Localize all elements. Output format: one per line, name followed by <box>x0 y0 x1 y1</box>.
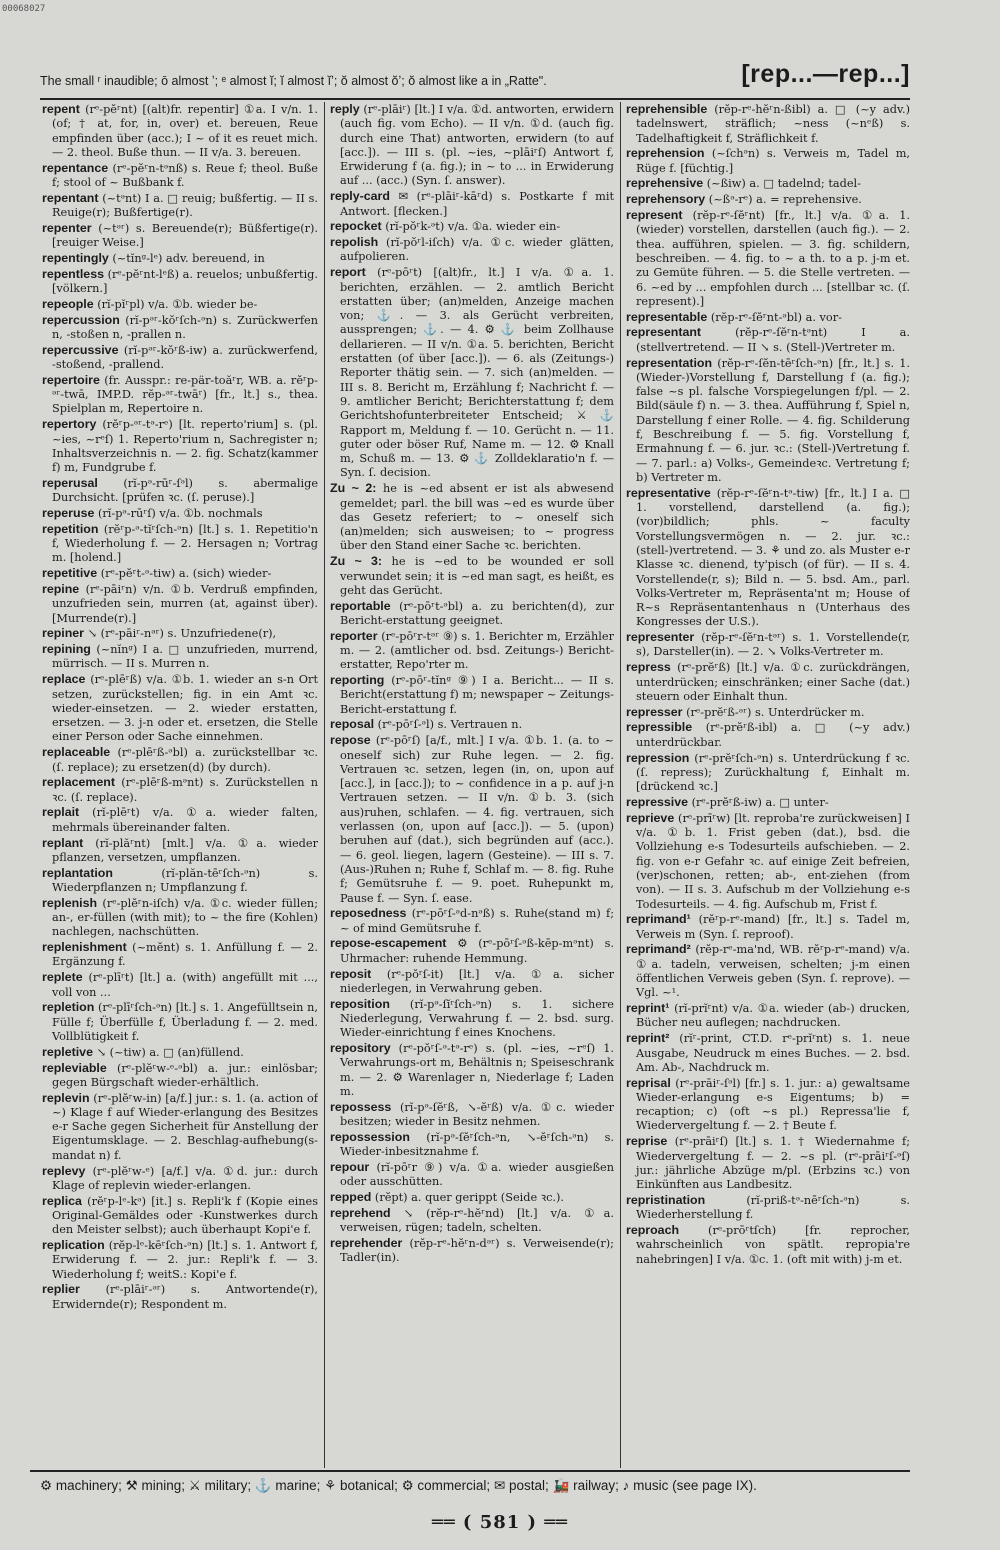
entry-definition: (rᵉ-plĕʳw-in) [a/f.] jur.: s. 1. (a. action of ~) Klage f auf Wieder-erlangung des Besitzes e-r Sache gegen Sicherheit für Anstellung der Eigentumsklage. — 2. Beschlag-aufhebung(s-mandat n) f. <box>52 1091 318 1162</box>
entry-headword: report <box>330 265 366 280</box>
dictionary-entry <box>42 221 318 251</box>
entry-headword: reprint¹ <box>626 1001 670 1016</box>
dictionary-entry <box>42 343 318 373</box>
entry-headword: repletive <box>42 1044 93 1059</box>
dictionary-entry <box>42 745 318 775</box>
entry-headword: replica <box>42 1193 82 1208</box>
dictionary-entry <box>626 102 910 146</box>
dictionary-entry <box>42 313 318 343</box>
dictionary-entry <box>330 1190 614 1205</box>
dictionary-entry <box>330 1100 614 1130</box>
column-divider <box>620 102 621 1468</box>
entry-headword: reporter <box>330 628 378 643</box>
entry-definition: (~mĕnt) s. 1. Anfüllung f. — 2. Ergänzung f. <box>52 941 318 969</box>
dictionary-entry <box>42 805 318 835</box>
entry-definition: (rᵉ-prīʳw) [lt. reproba're zurückweisen] I v/a. ①b. 1. Frist geben (dat.), bsd. die Vollziehung e-s Todesurteils aufschieben. — 2. fig. von e-r Gefahr ꝛc. auf einige Zeit befreien, (ver)schonen, retten; ab-, ent-ziehen (from von). — II s. 3. Aufschub m der Vollziehung e-s Todesurteils. — 4. fig. Aufschub m, Frist f. <box>636 811 910 911</box>
dictionary-entry <box>626 912 910 942</box>
entry-headword: reposedness <box>330 906 407 921</box>
dictionary-entry <box>42 267 318 297</box>
dictionary-entry <box>330 235 614 265</box>
dictionary-entry <box>626 310 910 325</box>
dictionary-entry <box>330 599 614 629</box>
entry-definition: (rᵉ-plēʳß) v/a. ①b. 1. wieder an s-n Ort setzen, zurückstellen; fig. in ein Amt ꝛc. wieder-einsetzen. — 2. wieder erstatten, ersetzen. — 3. j-n oder et. ersetzen, die Stelle einer Person oder Sache einnehmen. <box>52 673 318 744</box>
entry-headword: repped <box>330 1189 372 1204</box>
entry-definition: (rᵉ-plēʳß-mᵊnt) s. Zurückstellen n ꝛc. (ſ. replace). <box>52 776 318 804</box>
dictionary-entry <box>42 161 318 191</box>
entry-definition: (rĕp-rᵉ-ſĕʳn-tᵊʳ) s. 1. Vorstellende(r, s), Darsteller(in). — 2. ↘ Volks-Vertreter m. <box>636 631 910 659</box>
dictionary-entry <box>330 717 614 732</box>
dictionary-entry <box>626 356 910 486</box>
dictionary-entry <box>330 481 614 553</box>
entry-definition: (rᵉ-pĕʳt-ᵊ-tiw) a. (sich) wieder- <box>100 567 272 581</box>
dictionary-entry <box>42 775 318 805</box>
entry-headword: replait <box>42 805 80 820</box>
column-1 <box>42 102 318 1468</box>
dictionary-entry <box>42 1282 318 1312</box>
entry-definition: (rĭ-pĭʳpl) v/a. ①b. wieder be- <box>97 297 258 311</box>
dictionary-entry <box>626 486 910 630</box>
entry-headword: repocket <box>330 219 382 234</box>
entry-definition: he is ~ed absent er ist als abwesend gemeldet; parl. the bill was ~ed es wurde über das Gesetz referiert; to ~ oneself sich (an)melden; sich ausweisen; to ~ progress über den Stand einer Sache ꝛc. berichten. <box>340 482 614 553</box>
entry-headword: repining <box>42 642 91 657</box>
entry-headword: represser <box>626 704 683 719</box>
entry-definition: (rĭ-plăn-tēʳſch-ᵊn) s. Wiederpflanzen n; Umpflanzung f. <box>52 866 318 894</box>
dictionary-entry <box>42 836 318 866</box>
entry-headword: reperusal <box>42 475 98 490</box>
entry-headword: repour <box>330 1159 370 1174</box>
entry-headword: repose-escapement <box>330 936 447 951</box>
entry-definition: (rĭʳ-print, CT.D. rᵉ-prĭʳnt) s. 1. neue Ausgabe, Neudruck m eines Buches. — 2. bsd. Am. Ab-, Nachdruck m. <box>636 1032 910 1074</box>
entry-headword: replevin <box>42 1090 90 1105</box>
dictionary-entry <box>42 1164 318 1194</box>
entry-definition: (rᵉ-pĕʳn-tᵊnß) s. Reue f; theol. Buße f; stool of ~ Bußbank f. <box>52 161 318 189</box>
column-3 <box>626 102 910 1468</box>
entry-definition: (rĕʳp-lᵉ-kᵊ) [it.] s. Repli'k f (Kopie eines Original-Gemäldes oder -Kunstwerkes durch den Meister selbst); auch überhaupt Kopi'e f. <box>52 1194 318 1237</box>
dictionary-entry <box>626 720 910 750</box>
entry-headword: representative <box>626 485 711 500</box>
dictionary-entry <box>626 1031 910 1075</box>
entry-definition: (rᵉ-pōʳt-ᵊbl) a. zu berichten(d), zur Bericht-erstattung geeignet. <box>340 599 614 627</box>
entry-definition: (rĕp-lᵉ-kēʳſch-ᵊn) [lt.] s. 1. Antwort f, Erwiderung f. — 2. jur.: Repli'k f. — 3. Wiederholung f; weitS.: Kopi'e f. <box>52 1239 318 1281</box>
entry-headword: repressible <box>626 720 693 735</box>
dictionary-entry <box>330 1206 614 1236</box>
dictionary-entry <box>626 942 910 1000</box>
entry-definition: (rĭ-pᵊ-ſĭʳſch-ᵊn) s. 1. sichere Niederlegung, Verwahrung f. — 2. bsd. surg. Wieder-einrichtung f eines Knochens. <box>340 997 614 1040</box>
dictionary-entry <box>330 189 614 219</box>
entry-headword: reprehensory <box>626 192 706 207</box>
entry-headword: reperuse <box>42 506 95 521</box>
dictionary-entry <box>626 811 910 912</box>
entry-headword: representable <box>626 309 708 324</box>
entry-headword: repression <box>626 750 690 765</box>
entry-definition: (rᵉ-plēʳß-ᵊbl) a. zurückstellbar ꝛc. (ſ. replace); zu ersetzen(d) (by durch). <box>52 746 318 774</box>
entry-headword: Zu ~ 3: <box>330 554 383 569</box>
entry-headword: reprieve <box>626 810 675 825</box>
dictionary-entry <box>330 1130 614 1160</box>
entry-headword: repentance <box>42 160 109 175</box>
entry-headword: reprimand¹ <box>626 912 691 927</box>
entry-headword: repose <box>330 733 371 748</box>
dictionary-entry <box>42 1000 318 1044</box>
entry-definition: (rĭ-pᵊ-rūʳ-ſᵊl) s. abermalige Durchsicht. [prüfen ꝛc. (ſ. peruse).] <box>52 476 318 505</box>
entry-definition: (rĭ-priß-tᵊ-nēʳſch-ᵊn) s. Wiederherstellung f. <box>636 1193 910 1222</box>
entry-headword: repercussion <box>42 312 120 327</box>
entry-definition: (rĭ-pᵊ-ſĕʳſch-ᵊn, ↘-ĕʳſch-ᵊn) s. Wieder-inbesitznahme f. <box>340 1130 614 1159</box>
entry-headword: reprehender <box>330 1235 403 1250</box>
entry-headword: reportable <box>330 598 391 613</box>
symbol-legend: ⚙ machinery; ⚒ mining; ⚔ military; ⚓ marine; ⚘ botanical; ⚙ commercial; ✉ postal; 🚂 railway; ♪ music (see page IX). <box>40 1478 757 1493</box>
entry-definition: (rĕʳp-rᵉ-mand) [fr., lt.] s. Tadel m, Verweis m (Syn. ſ. reproof). <box>636 913 910 941</box>
entry-definition: (rĭ-plēʳt) v/a. ①a. wieder falten, mehrmals übereinander falten. <box>52 806 318 834</box>
column-divider <box>324 102 325 1468</box>
dictionary-entry <box>626 630 910 660</box>
dictionary-entry <box>42 1061 318 1091</box>
entry-definition: he is ~ed to be wounded er soll verwundet sein; it is ~ed man sagt, es heißt, es geht das Gerücht. <box>340 555 614 597</box>
entry-headword: reposal <box>330 717 375 732</box>
entry-headword: reprint² <box>626 1031 670 1046</box>
entry-headword: reporting <box>330 673 385 688</box>
dictionary-entry <box>626 660 910 704</box>
entry-definition: (rĕp-rᵉ-ſĕʳn-tᵊnt) I a. (stellvertretend. — II ↘ s. (Stell-)Vertreter m. <box>636 326 910 354</box>
dictionary-entry <box>626 325 910 355</box>
entry-definition: (rᵉ-pŏʳſ-it) [lt.] v/a. ①a. sicher niederlegen, in Verwahrung geben. <box>340 967 614 995</box>
entry-headword: repristination <box>626 1192 706 1207</box>
entry-headword: repletion <box>42 1000 95 1015</box>
entry-definition: (rᵉ-plĕʳw-ᵉ) [a/f.] v/a. ①d. jur.: durch Klage of replevin wieder-erlangen. <box>52 1164 318 1192</box>
dictionary-entry <box>42 940 318 970</box>
entry-definition: (rᵉ-pōʳſ-ᵊl) s. Vertrauen n. <box>377 718 523 732</box>
entry-definition: (rᵉ-pōʳſ-ᵊd-nᵊß) s. Ruhe(stand m) f; ~ of mind Gemütsruhe f. <box>340 907 614 935</box>
entry-definition: (rᵉ-pĕʳnt-lᵉß) a. reuelos; unbußfertig. [völkern.] <box>52 267 318 296</box>
entry-definition: (rĭ-pŏʳl-iſch) v/a. ①c. wieder glätten, aufpolieren. <box>340 236 614 264</box>
entry-headword: repentless <box>42 266 104 281</box>
entry-headword: reprehensive <box>626 176 704 191</box>
dictionary-entry <box>626 1076 910 1134</box>
entry-definition: ↘ (rĕp-rᵉ-hĕʳnd) [lt.] v/a. ①a. verweisen, rügen; tadeln, schelten. <box>340 1206 614 1235</box>
entry-definition: (~tᵊnt) I a. □ reuig; bußfertig. — II s. Reuige(r); Bußfertige(r). <box>52 191 318 220</box>
entry-definition: (rĭ-pᵊʳ-kŏʳſch-ᵊn) s. Zurückwerfen n, -stoßen n, -prallen n. <box>52 313 318 341</box>
entry-headword: replenish <box>42 895 98 910</box>
pronunciation-key: The small ʳ inaudible; ō almost ʼ; ᵉ almost ĭ; ĭ almost ĭʼ; ŏ almost ŏʼ; ŏ almost like a in „Ratte". <box>40 74 547 88</box>
entry-headword: reprehensible <box>626 102 708 116</box>
dictionary-entry <box>330 733 614 906</box>
entry-definition: (~ßiw) a. □ tadelnd; tadel- <box>706 177 861 191</box>
entry-headword: reproach <box>626 1223 680 1238</box>
entry-definition: (rᵉ-prĕʳß-ᵊʳ) s. Unterdrücker m. <box>686 705 865 719</box>
dictionary-entry <box>626 192 910 207</box>
dictionary-entry <box>330 936 614 966</box>
entry-definition: (rᵉ-prĕʳß) [lt.] v/a. ①c. zurückdrängen, unterdrücken; einschränken; einer Sache (dat.) steuern oder Einhalt thun. <box>636 661 910 703</box>
dictionary-entry <box>42 1194 318 1238</box>
entry-headword: repress <box>626 660 671 675</box>
dictionary-entry <box>626 1134 910 1192</box>
entry-headword: replaceable <box>42 745 111 760</box>
dictionary-entry <box>42 297 318 312</box>
entry-headword: reposit <box>330 966 372 981</box>
entry-definition: (rĕp-rᵉ-hĕʳn-ßibl) a. □ (~y adv.) tadelnswert, sträflich; ~ness (~nᵉß) s. Tadelhaftigkeit f, Sträflichkeit f. <box>636 103 910 145</box>
entry-definition: (rᵉ-plāiʳ-ᵊʳ) s. Antwortende(r), Erwidernde(r); Respondent m. <box>52 1283 318 1311</box>
entry-headword: reply <box>330 102 360 116</box>
entry-definition: (rᵉ-plĕʳn-iſch) v/a. ①c. wieder füllen; an-, er-füllen (with mit); to ~ the fire (Kohlen) nachlegen, nachschütten. <box>52 896 318 939</box>
entry-headword: representation <box>626 355 713 370</box>
entry-headword: replant <box>42 835 84 850</box>
entry-headword: repertory <box>42 417 97 432</box>
dictionary-entry <box>626 751 910 795</box>
dictionary-entry <box>42 642 318 672</box>
entry-definition: (rĕp-rᵉ-ſĕʳnt) [fr., lt.] v/a. ①a. 1. (wieder) vorstellen, darstellen (auch fig.). — 2. thea. aufführen, spielen. — 3. fig. schildern, beschreiben. — 4. fig. to ~ a th. to a p. j-m et. zu Gemüte führen. — 5. die Stelle vertreten. — 6. ~ed by ... empfohlen durch ... [stellbar ꝛc. (ſ. represent).] <box>636 209 910 308</box>
entry-headword: repeople <box>42 296 94 311</box>
entry-definition: (rĕp-rᵉ-ma'nd, WB. rĕʳp-rᵉ-mand) v/a. ①a. tadeln, verweisen, schelten; j-m einen öffentlichen Verweis geben (Syn. ſ. reprove). — Vgl. ~¹. <box>636 943 910 1000</box>
dictionary-entry <box>42 672 318 744</box>
page-number: ══ ( 581 ) ══ <box>431 1512 569 1533</box>
dictionary-entry <box>330 906 614 936</box>
guide-words: [rep...—rep...] <box>741 60 910 88</box>
entry-headword: replace <box>42 672 86 687</box>
entry-headword: replacement <box>42 775 116 790</box>
entry-definition: (rĭ-pᵊ-rūʳſ) v/a. ①b. nochmals <box>97 507 263 521</box>
entry-definition: (rᵉ-plāiʳ) [lt.] I v/a. ①d. antworten, erwidern (auch fig. vom Echo). — II v/n. ①d. (auch fig. durch eine That) antworten, erwidern (to auf [acc.]). — III s. (pl. ~ies, ~plāiʳſ) Antwort f, Erwiderung f (a. fig.); in ~ to ... in Erwiderung auf ... (acc.) (Syn. ſ. answer). <box>340 103 614 188</box>
entry-headword: reply-card <box>330 189 390 204</box>
entry-definition: (rĭ-pᵊ-ſĕʳß, ↘-ĕʳß) v/a. ①c. wieder besitzen; wieder in Besitz nehmen. <box>340 1100 614 1128</box>
entry-headword: reprise <box>626 1134 668 1149</box>
entry-headword: replenishment <box>42 940 127 955</box>
dictionary-entry <box>42 506 318 521</box>
scan-id: 00068027 <box>2 4 46 14</box>
column-2 <box>330 102 614 1468</box>
entry-headword: repertoire <box>42 372 100 387</box>
entry-definition: (rĕp-rᵉ-ſĕn-tēʳſch-ᵊn) [fr., lt.] s. 1. (Wieder-)Vorstellung f, Darstellung f (a. fig.); false ~s pl. falsche Vorspiegelungen f/pl. — 2. Bild(säule f) n. — 3. thea. Aufführung f, Spiel n, Darstellung f einer Rolle. — 4. fig. Schilderung f, Beschreibung f. — 5. fig. Vorstellung f, Ermahnung f. — 6. jur. ꝛc.: (Stell-)Vertretung f. — 7. parl.: a) Volks-, Gemeindeꝛc. Vertretung f; b) Vertreter m. <box>636 356 910 484</box>
dictionary-entry <box>626 1001 910 1031</box>
entry-definition: (rᵉ-prāiʳſ) [lt.] s. 1. † Wiedernahme f; Wiedervergeltung f. — 2. ~s pl. (rᵉ-prāiʳſ-ᵊſ) jur.: jährliche Abzüge m/pl. (Erbzins ꝛc.) von Einkünften aus Landbesitz. <box>636 1135 910 1192</box>
dictionary-entry <box>42 626 318 641</box>
dictionary-entry <box>330 219 614 234</box>
entry-definition: (rĭ-prĭʳnt) v/a. ①a. wieder (ab-) drucken, Bücher neu auflegen; nachdrucken. <box>636 1002 910 1030</box>
dictionary-entry <box>42 566 318 581</box>
entry-definition: (rᵉ-pōʳ-tĭnᵍ ⑨) I a. Bericht... — II s. Bericht(erstattung f) m; newspaper ~ Zeitungs-Bericht-erstattung f. <box>340 674 614 716</box>
dictionary-entry <box>42 373 318 417</box>
entry-definition: (rĭ-pᵊʳ-kŏʳß-iw) a. zurückwerfend, -stoßend, -prallend. <box>52 343 318 372</box>
dictionary-entry <box>42 251 318 266</box>
dictionary-entry <box>626 1223 910 1267</box>
dictionary-entry <box>330 1041 614 1099</box>
entry-definition: (rĕp-rᵉ-hĕʳn-dᵊʳ) s. Verweisende(r); Tadler(in). <box>340 1236 614 1265</box>
entry-headword: Zu ~ 2: <box>330 481 377 496</box>
dictionary-entry <box>626 176 910 191</box>
dictionary-entry <box>42 191 318 221</box>
entry-definition: (rĭ-plăʳnt) [mlt.] v/a. ①a. wieder pflanzen, versetzen, umpflanzen. <box>52 836 318 864</box>
entry-definition: (rᵉ-plĕʳw-ᵉ-ᵊbl) a. jur.: einlösbar; gegen Bürgschaft wieder-erhältlich. <box>52 1061 318 1089</box>
entry-definition: (~ßᵊ-rᵉ) a. = reprehensive. <box>708 193 862 207</box>
entry-definition: (rĭ-pŏʳk-ᵊt) v/a. ①a. wieder ein- <box>385 220 561 234</box>
dictionary-entry <box>330 673 614 717</box>
entry-definition: (rᵉ-plīʳt) [lt.] a. (with) angefüllt mit ..., voll von ... <box>52 971 318 999</box>
dictionary-entry <box>330 629 614 673</box>
dictionary-entry <box>330 554 614 598</box>
entry-headword: repossession <box>330 1129 410 1144</box>
entry-headword: representant <box>626 325 702 340</box>
entry-headword: repressive <box>626 794 689 809</box>
entry-headword: replantation <box>42 865 113 880</box>
dictionary-entry <box>42 582 318 626</box>
entry-headword: repetition <box>42 521 99 536</box>
entry-definition: (rᵉ-prĕʳſch-ᵊn) s. Unterdrückung f ꝛc. (ſ. repress); Zurückhaltung f, Einhalt m. [drückend ꝛc.] <box>636 751 910 794</box>
entry-definition: (~ſchᵊn) s. Verweis m, Tadel m, Rüge f. [füchtig.] <box>636 147 910 175</box>
entry-headword: representer <box>626 630 695 645</box>
entry-headword: repleviable <box>42 1060 107 1075</box>
entry-definition: (~tᵊʳ) s. Bereuende(r); Büßfertige(r). [reuiger Weise.] <box>52 221 318 250</box>
dictionary-entry <box>42 1091 318 1163</box>
dictionary-entry <box>330 102 614 189</box>
entry-definition: (~tĭnᵍ-lᵉ) adv. bereuend, in <box>112 251 265 265</box>
entry-definition: (rĕʳp-ᵊ-tĭʳſch-ᵊn) [lt.] s. 1. Repetitio'n f, Wiederholung f. — 2. Hersagen n; Vortrag m. [holend.] <box>52 522 318 565</box>
entry-definition: (rᵉ-prōʳtſch) [fr. reprocher, wahrscheinlich von spätlt. repropia're nahebringen] I v/a. ①c. 1. (oft mit with) j-m et. <box>636 1224 910 1266</box>
entry-headword: reprisal <box>626 1075 671 1090</box>
entry-definition: (rĕʳp-ᵊʳ-tᵊ-rᵉ) [lt. reperto'rium] s. (pl. ~ies, ~rᵉſ) 1. Reperto'rium n, Sachregister n; Inhaltsverzeichnis n. — 2. fig. Schatz(kammer f) m, Fundgrube f. <box>52 418 318 475</box>
dictionary-entry <box>626 208 910 309</box>
entry-headword: replier <box>42 1282 80 1297</box>
entry-definition: (rᵉ-plīʳſch-ᵊn) [lt.] s. 1. Angefülltsein n, Fülle f; Überfülle f, Überladung f. — 2. med. Vollblütigkeit f. <box>52 1001 318 1043</box>
footer-rule <box>30 1470 910 1472</box>
entry-headword: replete <box>42 970 83 985</box>
dictionary-entry <box>626 795 910 810</box>
dictionary-entry <box>330 997 614 1041</box>
dictionary-entry <box>626 146 910 176</box>
entry-headword: repine <box>42 582 80 596</box>
entry-definition: (rᵉ-pāiʳn) v/n. ①b. Verdruß empfinden, unzufrieden sein, murren (at, against über). [Murrende(r).] <box>52 583 318 625</box>
dictionary-entry <box>330 1160 614 1190</box>
entry-headword: repenter <box>42 220 92 235</box>
dictionary-entry <box>42 417 318 475</box>
entry-definition: (rᵉ-pōʳſ) [a/f., mlt.] I v/a. ①b. 1. (a. to ~ oneself sich) zur Ruhe legen. — 2. fig. Vertrauen ꝛc. setzen, legen (in, on, upon auf [acc.], in [acc.]); to ~ confidence in a p. auf j-n Vertrauen setzen. — II v/n. ①b. 3. (sich aus)ruhen, schlafen. — 4. fig. vertrauen, sich verlassen (on, upon auf [acc.]). — 5. (upon) beruhen auf (dat.), sich begründen auf (acc.). — 6. geol. liegen, lagern (Gesteine). — III s. 7. (Aus-)Ruhen n; Ruhe f, Schlaf m. — 8. fig. Ruhe f; Gemütsruhe f. — 9. poet. Ruhepunkt m, Pause f. — Syn. ſ. ease. <box>340 734 614 905</box>
entry-definition: (rᵉ-pōʳr-tᵊʳ ⑨) s. 1. Berichter m, Erzähler m. — 2. (amtlicher od. bsd. Zeitungs-) Bericht-erstatter, Repo'rter m. <box>340 629 614 672</box>
entry-definition: (rĕp-rᵉ-ſĕʳn-tᵊ-tiw) [fr., lt.] I a. □ 1. vorstellend, darstellend (a. fig.); (vor)bildlich; phls. ~ faculty Vorstellungsvermögen n. — 2. jur. ꝛc.: (stell-)vertretend. — 3. ⚘ und zo. als Muster e-r Klasse ꝛc. dienend, ty'pisch (of für). — II s. 4. Vorstellende(r, s); Bild n. — 5. bsd. Am., parl. Volks-Vertreter m, Repräsenta'nt m; House of R~s Repräsentantenhaus n (Unterhaus des Kongresses der U.S.). <box>636 486 910 629</box>
dictionary-entry <box>42 1238 318 1282</box>
entry-definition: ✉ (rᵉ-plāiʳ-kāʳd) s. Postkarte f mit Antwort. [flecken.] <box>340 190 614 218</box>
entry-headword: reprehension <box>626 146 705 161</box>
entry-definition: (fr. Ausspr.: re-pär-toăʳr, WB. a. rĕʳp-ᵊʳ-twā, IMP.D. rĕp-ᵊʳ-twāʳ) [fr., lt.] s., thea. Spielplan m, Repertoire n. <box>52 373 318 416</box>
dictionary-entry <box>626 1193 910 1223</box>
entry-definition: (rᵉ-pĕʳnt) [(alt)fr. repentir] ①a. I v/n. 1. (of; † at, for, in, over) et. bereuen, Reue empfinden über (acc.); I ~ of it es reuet mich. — 2. theol. Buße thun. — II v/a. 3. bereuen. <box>52 103 318 159</box>
entry-headword: repolish <box>330 235 379 250</box>
entry-definition: (rᵉ-prĕʳß-ibl) a. □ (~y adv.) unterdrückbar. <box>636 721 910 749</box>
entry-headword: replication <box>42 1238 105 1253</box>
dictionary-entry <box>626 705 910 720</box>
entry-definition: (rᵉ-pŏʳſ-ᵊ-tᵊ-rᵉ) s. (pl. ~ies, ~rᵉſ) 1. Verwahrungs-ort m, Behältnis n; Speiseschrank m. — 2. ⚙ Warenlager n, Niederlage f; Laden m. <box>340 1042 614 1098</box>
entry-headword: reprehend <box>330 1205 391 1220</box>
entry-headword: reprimand² <box>626 942 691 957</box>
entry-definition: (rĭ-pōʳr ⑨) v/a. ①a. wieder ausgießen oder ausschütten. <box>340 1160 614 1189</box>
entry-headword: repetitive <box>42 566 98 581</box>
entry-definition: (rĕpt) a. quer gerippt (Seide ꝛc.). <box>374 1190 565 1204</box>
dictionary-entry <box>42 866 318 896</box>
dictionary-entry <box>330 967 614 997</box>
dictionary-entry <box>42 476 318 506</box>
dictionary-entry <box>330 265 614 480</box>
entry-headword: replevy <box>42 1163 86 1178</box>
dictionary-entry <box>42 522 318 566</box>
entry-headword: repentant <box>42 190 99 205</box>
entry-definition: ↘ (~tiw) a. □ (an)füllend. <box>96 1045 244 1059</box>
dictionary-entry <box>42 102 318 160</box>
page-header <box>40 58 910 98</box>
entry-definition: (rĕp-rᵉ-ſĕʳnt-ᵊbl) a. vor- <box>710 310 842 324</box>
entry-definition: ↘ (rᵉ-pāiʳ-nᵊʳ) s. Unzufriedene(r), <box>87 627 277 641</box>
dictionary-entry <box>330 1236 614 1266</box>
entry-definition: (rᵉ-prĕʳß-iw) a. □ unter- <box>691 795 829 809</box>
entry-headword: repiner <box>42 626 85 641</box>
entry-definition: (~nĭnᵍ) I a. □ unzufrieden, murrend, mürrisch. — II s. Murren n. <box>52 643 318 671</box>
entry-headword: repercussive <box>42 342 119 357</box>
entry-headword: represent <box>626 208 683 223</box>
header-rule <box>40 98 910 100</box>
entry-definition: (rᵉ-prāiʳ-ſᵊl) [fr.] s. 1. jur.: a) gewaltsame Wieder-erlangung e-s Eigentums; b) = recaption; c) (oft ~s pl.) Repressa'lie f, Wiedervergeltung f. — 2. † Beute f. <box>636 1076 910 1133</box>
entry-headword: repentingly <box>42 250 109 265</box>
dictionary-entry <box>42 896 318 940</box>
entry-headword: repossess <box>330 1099 392 1114</box>
dictionary-entry <box>42 970 318 1000</box>
entry-headword: reposition <box>330 996 390 1011</box>
entry-headword: repository <box>330 1041 391 1055</box>
dictionary-entry <box>42 1045 318 1060</box>
entry-headword: repent <box>42 102 80 116</box>
entry-definition: ⚙ (rᵉ-pōʳſ-ᵊß-kēp-mᵊnt) s. Uhrmacher: ruhende Hemmung. <box>340 937 614 965</box>
entry-definition: (rᵉ-pōʳt) [(alt)fr., lt.] I v/a. ①a. 1. berichten, erzählen. — 2. amtlich Bericht erstatten über; (an)melden, Anzeige machen von; ⚓. — 3. als Gerücht verbreiten, aussprengen; ⚓. — 4. ⚙ ⚓ beim Zollhause dellarieren. — II v/n. ①a. 5. berichten, Bericht erstatten (of über [acc.]). — 6. als (Zeitungs-) Reporter thätig sein. — 7. sich (an)melden. — III s. 8. Bericht m, Erzählung f; Nachricht f. — 9. amtlicher Bericht; Berichterstattung f; dem Gerichtshofunterbreiteter Entscheid; ⚔ ⚓ Rapport m, Meldung f. — 10. Gerücht n. — 11. guter oder böser Ruf, Name m. — 12. ⚙ Knall m, Schuß m. — 13. ⚙ ⚓ Zolldeklaratio'n f. — Syn. ſ. decision. <box>340 266 614 480</box>
